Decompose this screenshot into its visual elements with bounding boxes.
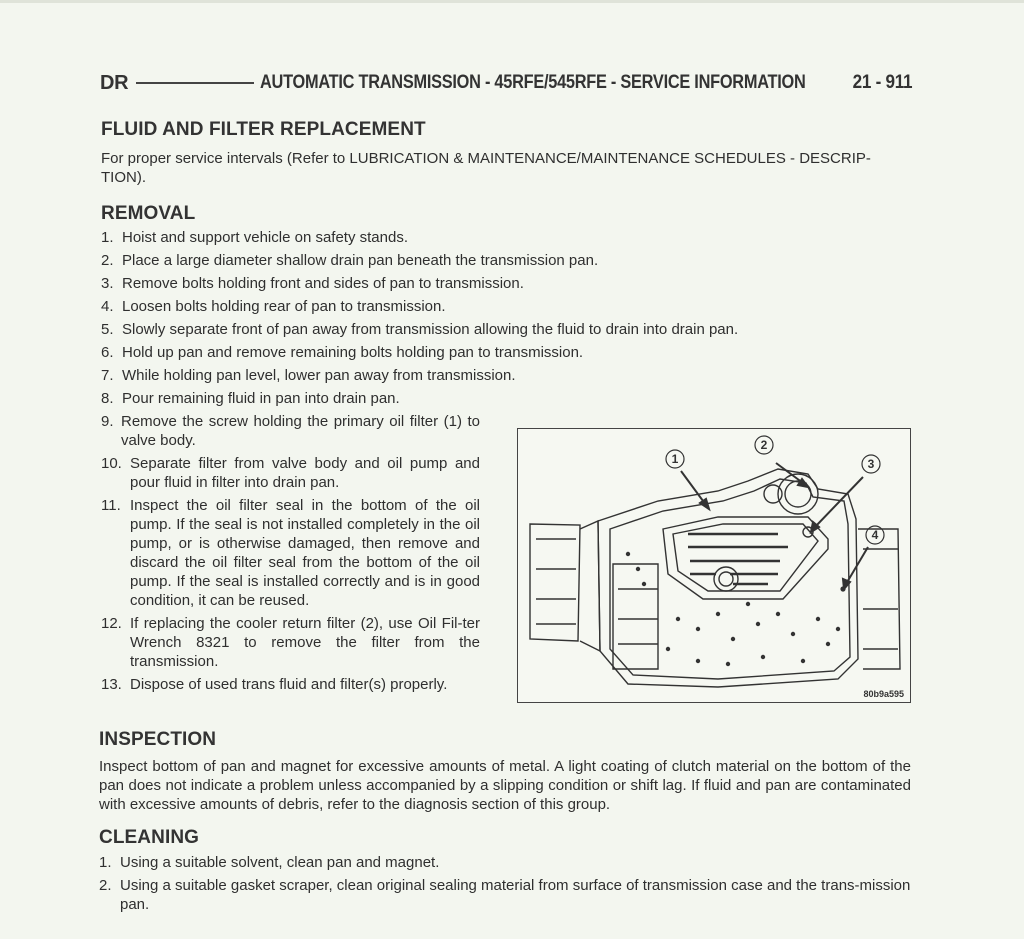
header-rule xyxy=(136,82,254,84)
heading-fluid-filter-replacement: FLUID AND FILTER REPLACEMENT xyxy=(101,119,426,140)
removal-step: 6. Hold up pan and remove remaining bolts holding pan to transmission. xyxy=(101,344,584,361)
case-outline xyxy=(598,469,858,687)
removal-step: 1. Hoist and support vehicle on safety stands. xyxy=(101,229,408,246)
removal-step: 10. Separate filter from valve body and oil pump and pour fluid in filter into drain pan. xyxy=(101,455,480,491)
removal-step: 9. Remove the screw holding the primary oil filter (1) to valve body. xyxy=(101,413,480,449)
cleaning-steps xyxy=(99,853,911,918)
removal-step: 4. Loosen bolts holding rear of pan to transmission. xyxy=(101,298,446,315)
removal-step: 5. Slowly separate front of pan away from transmission allowing the fluid to drain into drain pan. xyxy=(101,321,739,338)
callout-3: 3 xyxy=(867,457,875,471)
scan-edge xyxy=(0,0,1024,3)
cleaning-step: 2. Using a suitable gasket scraper, clean original sealing material from surface of transmission case and the trans-mission pan. xyxy=(99,877,911,913)
inspection-paragraph: Inspect bottom of pan and magnet for excessive amounts of metal. A light coating of clutch material on the bottom of the pan does not indicate a problem unless accompanied by a slipping condition or shift lag. If fluid and pan are contaminated with excessive amounts of debris, refer to the diagnosis section of this group. xyxy=(99,758,911,813)
removal-step: 3. Remove bolts holding front and sides of pan to transmission. xyxy=(101,275,524,292)
removal-step: 11. Inspect the oil filter seal in the bottom of the oil pump. If the seal is not installed completely in the oil pump, or is otherwise damaged, then remove and discard the oil filter seal from the bottom of the oil pump. If the seal is installed correctly and is in good condition, it can be reused. xyxy=(101,497,480,609)
header-title: AUTOMATIC TRANSMISSION - 45RFE/545RFE - SERVICE INFORMATION xyxy=(260,72,806,93)
removal-step: 2. Place a large diameter shallow drain pan beneath the transmission pan. xyxy=(101,252,599,269)
removal-step: 12. If replacing the cooler return filter (2), use Oil Fil-ter Wrench 8321 to remove the filter from the transmission. xyxy=(101,615,480,670)
heading-inspection: INSPECTION xyxy=(99,729,217,750)
callout-1: 1 xyxy=(671,452,679,466)
removal-steps-narrow xyxy=(101,412,480,698)
callout-4: 4 xyxy=(871,528,879,542)
section-code: DR xyxy=(100,71,129,94)
heading-removal: REMOVAL xyxy=(101,203,196,224)
intro-paragraph: For proper service intervals (Refer to LUBRICATION & MAINTENANCE/MAINTENANCE SCHEDULES - DESCRIP-TION). xyxy=(101,150,871,186)
transmission-illustration xyxy=(518,429,910,702)
transmission-pan-figure xyxy=(517,428,911,703)
removal-steps-wide xyxy=(101,228,821,412)
removal-step: 7. While holding pan level, lower pan away from transmission. xyxy=(101,367,516,384)
running-header xyxy=(100,70,912,96)
callout-2: 2 xyxy=(760,438,768,452)
bolt-holes xyxy=(626,552,846,666)
cleaning-step: 1. Using a suitable solvent, clean pan and magnet. xyxy=(99,854,440,871)
figure-code: 80b9a595 xyxy=(863,689,904,699)
removal-step: 13. Dispose of used trans fluid and filter(s) properly. xyxy=(101,676,448,693)
page-number: 21 - 911 xyxy=(852,72,912,93)
heading-cleaning: CLEANING xyxy=(99,827,200,848)
removal-step: 8. Pour remaining fluid in pan into drain pan. xyxy=(101,390,400,407)
